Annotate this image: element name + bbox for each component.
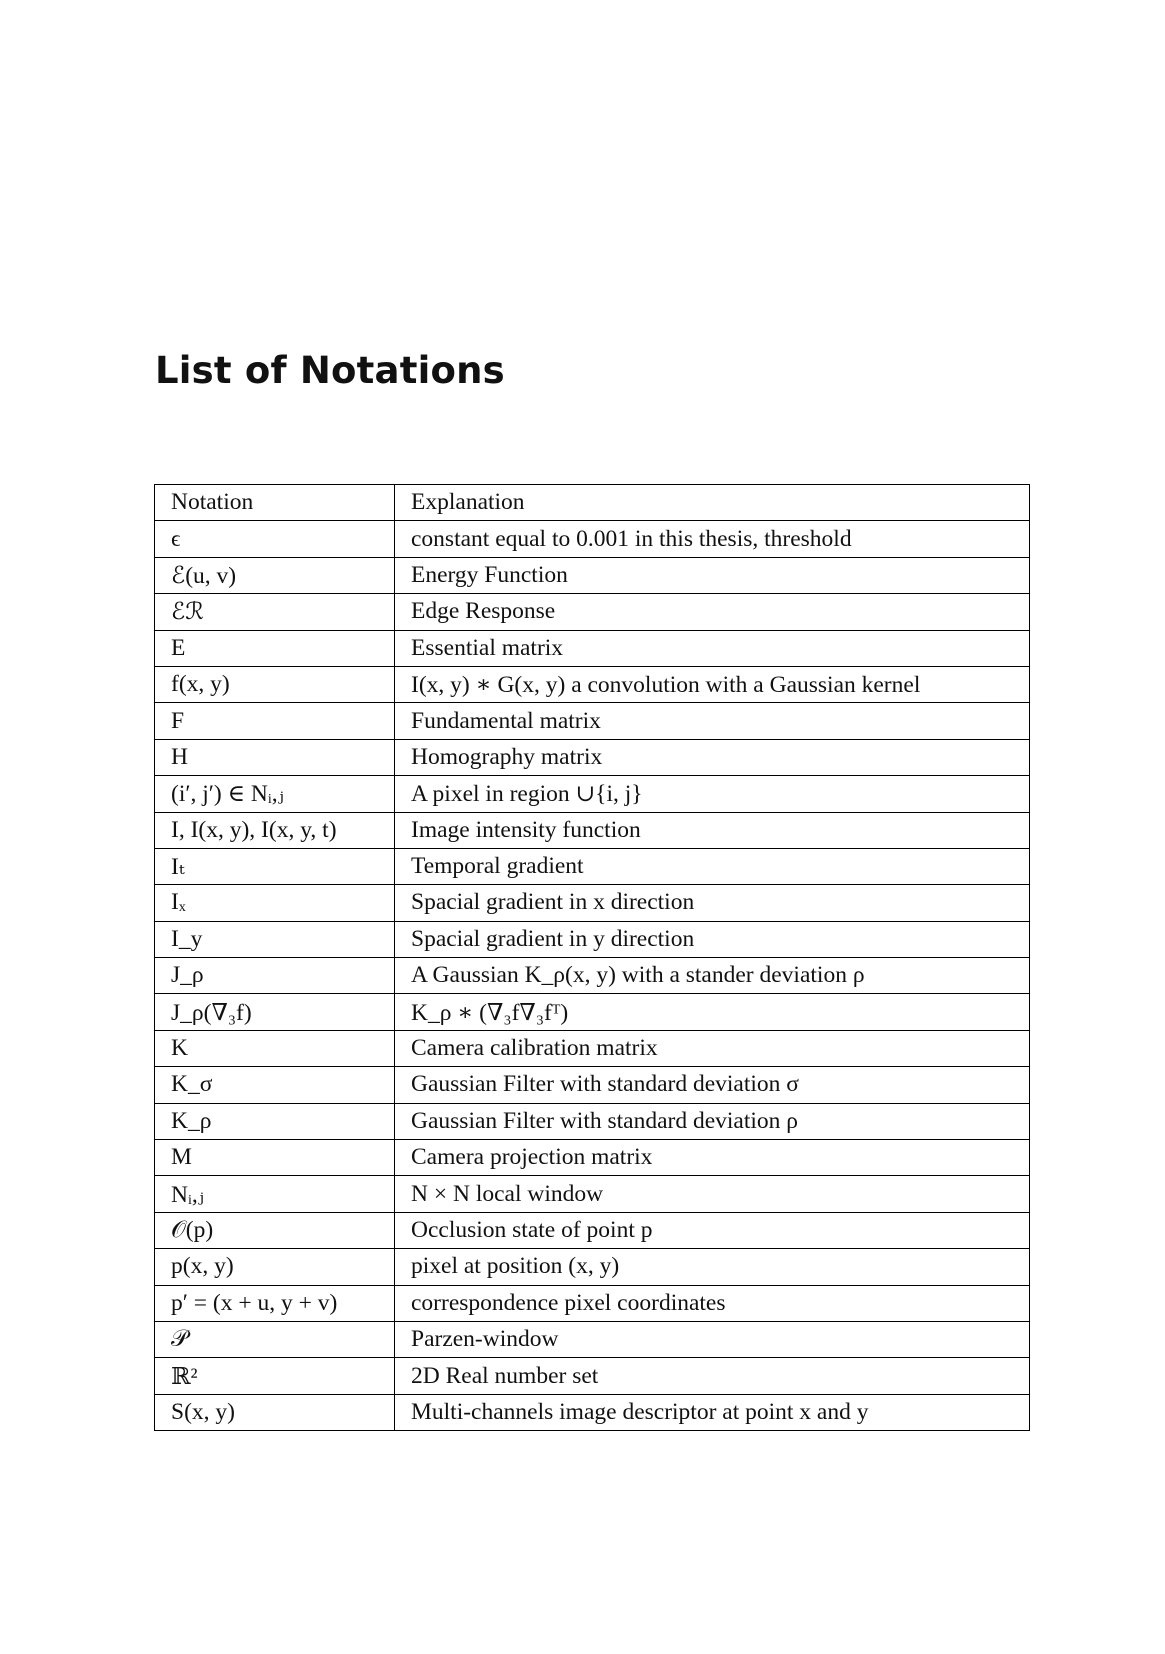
notation-cell: Iₜ [155, 848, 395, 884]
explanation-cell: Fundamental matrix [395, 703, 1030, 739]
explanation-cell: Camera calibration matrix [395, 1030, 1030, 1066]
table-row [155, 994, 1030, 1030]
notation-cell: J_ρ(∇₃f) [155, 994, 395, 1030]
explanation-cell: I(x, y) ∗ G(x, y) a convolution with a Gaussian kernel [395, 666, 1030, 702]
explanation-cell: N × N local window [395, 1176, 1030, 1212]
explanation-cell: Parzen-window [395, 1321, 1030, 1357]
notation-cell: Nᵢ,ⱼ [155, 1176, 395, 1212]
table-row [155, 594, 1030, 630]
explanation-cell: Homography matrix [395, 739, 1030, 775]
notation-cell: ℝ² [155, 1358, 395, 1394]
table-row [155, 1285, 1030, 1321]
explanation-cell: A Gaussian K_ρ(x, y) with a stander deviation ρ [395, 958, 1030, 994]
table-row [155, 666, 1030, 702]
notation-cell: ϵ [155, 521, 395, 557]
explanation-cell: Occlusion state of point p [395, 1212, 1030, 1248]
notation-cell: ℰ(u, v) [155, 557, 395, 593]
table-row [155, 776, 1030, 812]
notation-cell: I, I(x, y), I(x, y, t) [155, 812, 395, 848]
table-row [155, 1358, 1030, 1394]
explanation-cell: Image intensity function [395, 812, 1030, 848]
table-row [155, 848, 1030, 884]
table-row [155, 1249, 1030, 1285]
page-title: List of Notations [155, 349, 505, 392]
notation-cell: K [155, 1030, 395, 1066]
notation-cell: 𝒪(p) [155, 1212, 395, 1248]
explanation-cell: Multi-channels image descriptor at point x and y [395, 1394, 1030, 1430]
notation-cell: 𝒫 [155, 1321, 395, 1357]
notation-cell: p(x, y) [155, 1249, 395, 1285]
explanation-cell: Spacial gradient in y direction [395, 921, 1030, 957]
notation-cell: M [155, 1140, 395, 1176]
explanation-cell: Temporal gradient [395, 848, 1030, 884]
table-row [155, 521, 1030, 557]
explanation-cell: Energy Function [395, 557, 1030, 593]
table-row [155, 1212, 1030, 1248]
table-row [155, 1030, 1030, 1066]
explanation-cell: A pixel in region ∪{i, j} [395, 776, 1030, 812]
table-row [155, 1103, 1030, 1139]
table-row [155, 557, 1030, 593]
notation-cell: E [155, 630, 395, 666]
explanation-cell: constant equal to 0.001 in this thesis, threshold [395, 521, 1030, 557]
table-row [155, 1394, 1030, 1430]
notation-cell: Iₓ [155, 885, 395, 921]
table-row [155, 958, 1030, 994]
explanation-cell: Spacial gradient in x direction [395, 885, 1030, 921]
table-row [155, 812, 1030, 848]
table-header-row [155, 485, 1030, 521]
explanation-cell: pixel at position (x, y) [395, 1249, 1030, 1285]
explanation-cell: Gaussian Filter with standard deviation ρ [395, 1103, 1030, 1139]
notation-cell: S(x, y) [155, 1394, 395, 1430]
notation-cell: K_ρ [155, 1103, 395, 1139]
header-notation: Notation [155, 485, 395, 521]
explanation-cell: correspondence pixel coordinates [395, 1285, 1030, 1321]
notation-cell: K_σ [155, 1067, 395, 1103]
explanation-cell: 2D Real number set [395, 1358, 1030, 1394]
table-row [155, 1321, 1030, 1357]
table-row [155, 739, 1030, 775]
table-row [155, 1067, 1030, 1103]
table-row [155, 1176, 1030, 1212]
notation-table [154, 484, 1030, 1431]
explanation-cell: Essential matrix [395, 630, 1030, 666]
notation-cell: I_y [155, 921, 395, 957]
table-row [155, 885, 1030, 921]
notation-cell: p′ = (x + u, y + v) [155, 1285, 395, 1321]
table-row [155, 630, 1030, 666]
notation-cell: ℰℛ [155, 594, 395, 630]
table-row [155, 1140, 1030, 1176]
notation-cell: J_ρ [155, 958, 395, 994]
notation-cell: F [155, 703, 395, 739]
explanation-cell: K_ρ ∗ (∇₃f∇₃fᵀ) [395, 994, 1030, 1030]
notation-cell: H [155, 739, 395, 775]
explanation-cell: Camera projection matrix [395, 1140, 1030, 1176]
table-row [155, 703, 1030, 739]
explanation-cell: Gaussian Filter with standard deviation σ [395, 1067, 1030, 1103]
table-row [155, 921, 1030, 957]
notation-cell: (i′, j′) ∈ Nᵢ,ⱼ [155, 776, 395, 812]
notation-cell: f(x, y) [155, 666, 395, 702]
header-explanation: Explanation [395, 485, 1030, 521]
explanation-cell: Edge Response [395, 594, 1030, 630]
